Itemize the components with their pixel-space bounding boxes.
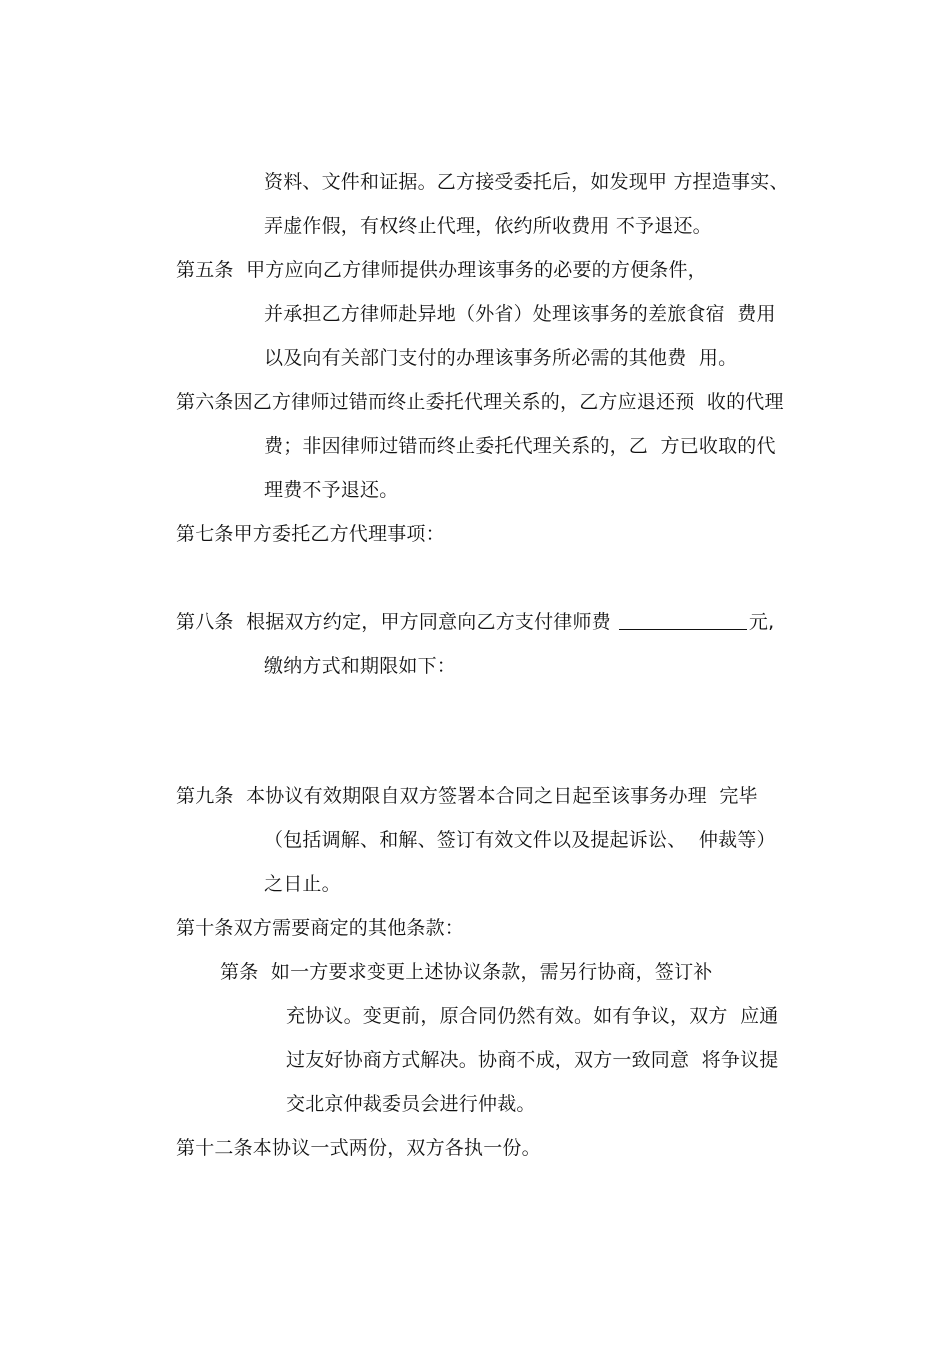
clause-6-line-1: 第六条因乙方律师过错而终止委托代理关系的，乙方应退还预 收的代理 xyxy=(176,391,784,413)
clause-5-line-3: 以及向有关部门支付的办理该事务所必需的其他费 用。 xyxy=(264,347,738,369)
clause-5-line-2: 并承担乙方律师赴异地（外省）处理该事务的差旅食宿 费用 xyxy=(264,303,776,325)
clause-8-line-2: 缴纳方式和期限如下： xyxy=(264,655,457,677)
clause-4-line-2: 资料、文件和证据。乙方接受委托后，如发现甲 方捏造事实、 xyxy=(264,171,789,193)
clause-5-line-1: 第五条 甲方应向乙方律师提供办理该事务的必要的方便条件， xyxy=(176,259,707,281)
clause-6-line-2: 费；非因律师过错而终止委托代理关系的，乙 方已收取的代 xyxy=(264,435,776,457)
clause-11-line-3: 过友好协商方式解决。协商不成，双方一致同意 将争议提 xyxy=(286,1049,779,1071)
clause-9-line-1: 第九条 本协议有效期限自双方签署本合同之日起至该事务办理 完毕 xyxy=(176,785,758,807)
clause-12-line-1: 第十二条本协议一式两份，双方各执一份。 xyxy=(176,1137,541,1159)
clause-7-line-1: 第七条甲方委托乙方代理事项： xyxy=(176,523,445,545)
clause-9-line-3: 之日止。 xyxy=(264,873,341,895)
clause-4-line-3: 弄虚作假，有权终止代理，依约所收费用 不予退还。 xyxy=(264,215,712,237)
clause-11-line-4: 交北京仲裁委员会进行仲裁。 xyxy=(286,1093,536,1115)
clause-8-line-1 xyxy=(176,610,774,634)
clause-6-line-3: 理费不予退还。 xyxy=(264,479,399,501)
fee-unit: 元, xyxy=(748,611,775,633)
clause-11-line-1: 第条 如一方要求变更上述协议条款，需另行协商，签订补 xyxy=(220,961,713,983)
fee-amount-blank[interactable] xyxy=(619,611,747,630)
clause-9-line-2: （包括调解、和解、签订有效文件以及提起诉讼、 仲裁等） xyxy=(264,829,776,851)
clause-8-text: 第八条 根据双方约定，甲方同意向乙方支付律师费 xyxy=(176,611,611,633)
clause-11-line-2: 充协议。变更前，原合同仍然有效。如有争议，双方 应通 xyxy=(286,1005,779,1027)
clause-10-line-1: 第十条双方需要商定的其他条款： xyxy=(176,917,465,939)
